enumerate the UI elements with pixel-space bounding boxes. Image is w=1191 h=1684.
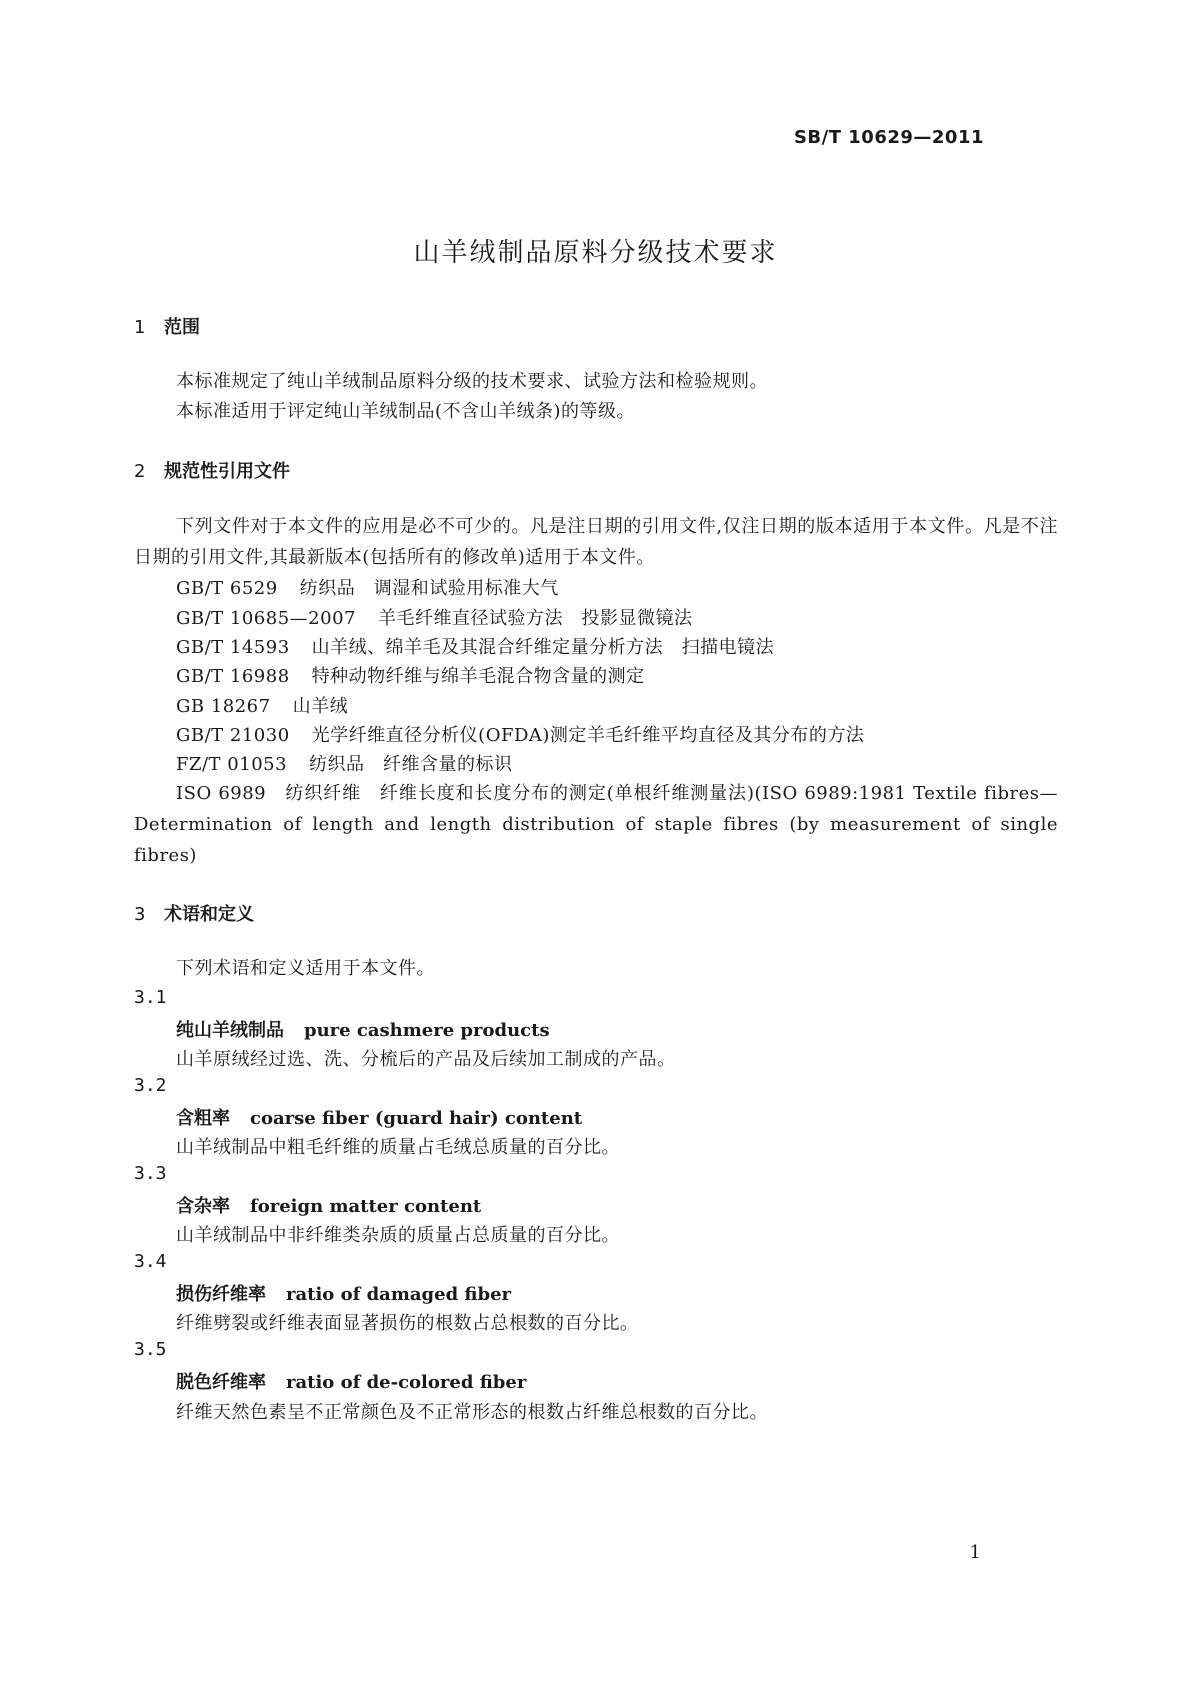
term-name bbox=[176, 1016, 550, 1042]
reference-title: 山羊绒、绵羊毛及其混合纤维定量分析方法 扫描电镜法 bbox=[311, 637, 775, 658]
term-name-zh: 含杂率 bbox=[176, 1196, 230, 1217]
reference-item bbox=[176, 574, 559, 600]
term-name bbox=[176, 1280, 511, 1306]
page-number: 1 bbox=[969, 1542, 981, 1563]
term-name bbox=[176, 1192, 481, 1218]
reference-code: GB/T 14593 bbox=[176, 637, 290, 658]
term-definition: 山羊原绒经过选、洗、分梳后的产品及后续加工制成的产品。 bbox=[176, 1049, 676, 1070]
section-title: 术语和定义 bbox=[164, 904, 254, 925]
section-1-paragraph: 本标准规定了纯山羊绒制品原料分级的技术要求、试验方法和检验规则。 bbox=[176, 371, 768, 392]
term-name-en: coarse fiber (guard hair) content bbox=[250, 1108, 583, 1129]
section-title: 规范性引用文件 bbox=[164, 461, 290, 482]
reference-title: 纺织品 纤维含量的标识 bbox=[309, 754, 513, 775]
term-number: 3.5 bbox=[134, 1339, 167, 1360]
section-3-intro: 下列术语和定义适用于本文件。 bbox=[176, 958, 435, 979]
reference-code: GB/T 16988 bbox=[176, 666, 290, 687]
reference-title: 纺织品 调湿和试验用标准大气 bbox=[299, 578, 559, 599]
term-name bbox=[176, 1368, 526, 1394]
reference-item bbox=[176, 692, 348, 718]
term-name-zh: 脱色纤维率 bbox=[176, 1372, 266, 1393]
term-number: 3.1 bbox=[134, 987, 167, 1008]
section-title: 范围 bbox=[164, 317, 200, 338]
section-number: 2 bbox=[134, 461, 146, 482]
reference-code: GB/T 21030 bbox=[176, 725, 290, 746]
term-name-en: pure cashmere products bbox=[304, 1020, 550, 1041]
reference-item bbox=[176, 721, 864, 747]
term-name-en: foreign matter content bbox=[250, 1196, 482, 1217]
reference-title: 光学纤维直径分析仪(OFDA)测定羊毛纤维平均直径及其分布的方法 bbox=[311, 725, 865, 746]
term-number: 3.4 bbox=[134, 1251, 167, 1272]
reference-code: FZ/T 01053 bbox=[176, 754, 288, 775]
term-definition: 山羊绒制品中粗毛纤维的质量占毛绒总质量的百分比。 bbox=[176, 1137, 620, 1158]
term-name-en: ratio of de-colored fiber bbox=[286, 1372, 527, 1393]
reference-item bbox=[176, 604, 692, 630]
document-title: 山羊绒制品原料分级技术要求 bbox=[413, 238, 778, 268]
iso-reference: ISO 6989 纺织纤维 纤维长度和长度分布的测定(单根纤维测量法)(ISO 6989:1981 Textile fibres—Determination of length and length distribution of staple fibres (by measurement of single fibres) bbox=[134, 783, 1058, 866]
term-name-zh: 纯山羊绒制品 bbox=[176, 1020, 284, 1041]
term-name-zh: 损伤纤维率 bbox=[176, 1284, 266, 1305]
term-name bbox=[176, 1104, 582, 1130]
term-definition: 山羊绒制品中非纤维类杂质的质量占总质量的百分比。 bbox=[176, 1225, 620, 1246]
reference-item bbox=[176, 750, 513, 776]
section-1-heading bbox=[134, 313, 200, 339]
section-1-paragraph: 本标准适用于评定纯山羊绒制品(不含山羊绒条)的等级。 bbox=[176, 401, 636, 422]
section-number: 1 bbox=[134, 317, 146, 338]
reference-code: GB 18267 bbox=[176, 696, 271, 717]
section-number: 3 bbox=[134, 904, 146, 925]
reference-code: GB/T 10685—2007 bbox=[176, 608, 356, 629]
section-3-heading bbox=[134, 900, 254, 926]
section-2-intro: 下列文件对于本文件的应用是必不可少的。凡是注日期的引用文件,仅注日期的版本适用于本文件。凡是不注日期的引用文件,其最新版本(包括所有的修改单)适用于本文件。 bbox=[134, 516, 1058, 568]
section-2-heading bbox=[134, 457, 290, 483]
reference-title: 山羊绒 bbox=[292, 696, 349, 717]
term-number: 3.3 bbox=[134, 1163, 167, 1184]
reference-title: 特种动物纤维与绵羊毛混合物含量的测定 bbox=[311, 666, 645, 687]
term-name-en: ratio of damaged fiber bbox=[286, 1284, 512, 1305]
reference-item bbox=[176, 662, 645, 688]
term-definition: 纤维天然色素呈不正常颜色及不正常形态的根数占纤维总根数的百分比。 bbox=[176, 1402, 768, 1423]
standard-number: SB/T 10629—2011 bbox=[793, 127, 984, 148]
reference-code: GB/T 6529 bbox=[176, 578, 278, 599]
reference-item bbox=[176, 633, 774, 659]
term-number: 3.2 bbox=[134, 1075, 167, 1096]
term-definition: 纤维劈裂或纤维表面显著损伤的根数占总根数的百分比。 bbox=[176, 1313, 639, 1334]
term-name-zh: 含粗率 bbox=[176, 1108, 230, 1129]
reference-title: 羊毛纤维直径试验方法 投影显微镜法 bbox=[377, 608, 693, 629]
